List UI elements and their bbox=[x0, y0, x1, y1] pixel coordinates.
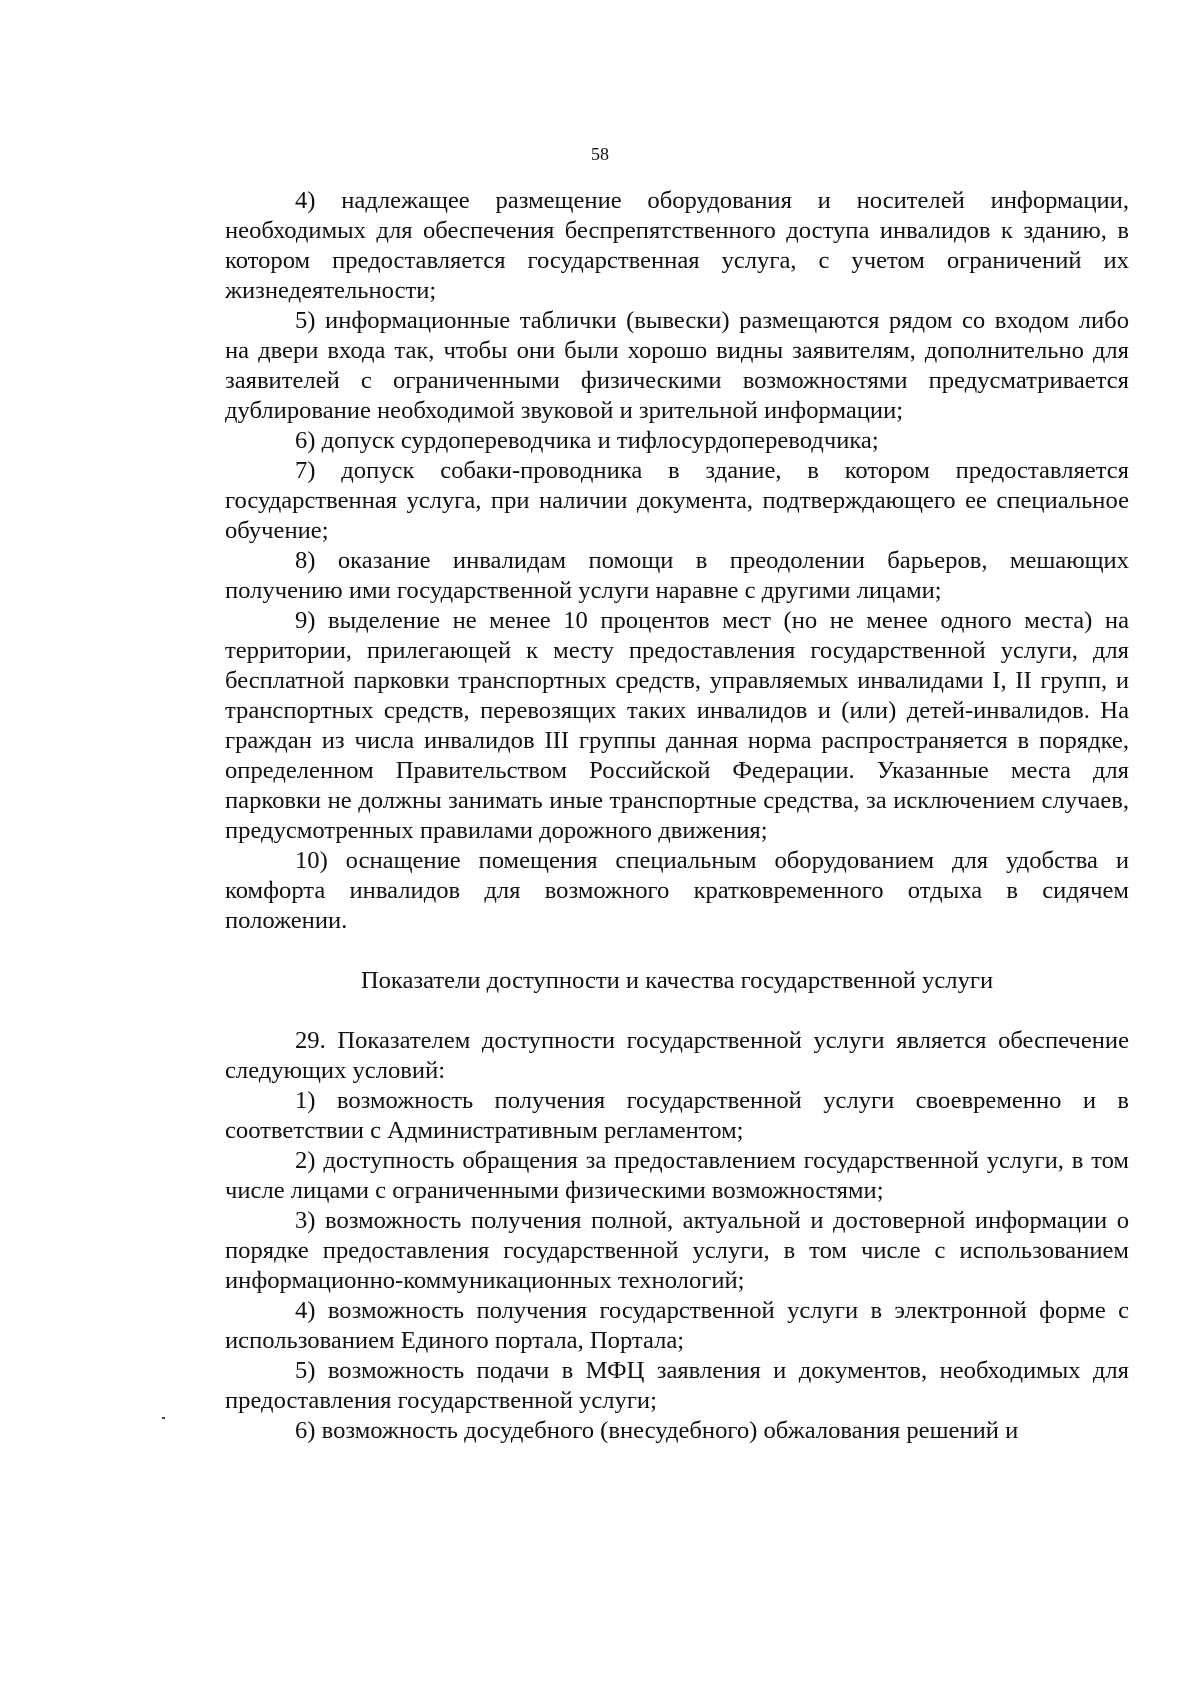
condition-item-2: 2) доступность обращения за предоставлением государственной услуги, в том числе лицами с ограниченными физическими возможностями; bbox=[225, 1147, 1129, 1204]
condition-item-4: 4) возможность получения государственной услуги в электронной форме с использованием Единого портала, Портала; bbox=[225, 1297, 1129, 1354]
condition-item-6: 6) возможность досудебного (внесудебного) обжалования решений и bbox=[295, 1417, 1019, 1444]
condition-item-5: 5) возможность подачи в МФЦ заявления и документов, необходимых для предоставления государственной услуги; bbox=[225, 1357, 1129, 1414]
list-item-9-parking: 9) выделение не менее 10 процентов мест (но не менее одного места) на территории, прилегающей к месту предоставления государственной услуги, для бесплатной парковки транспортных средств, управляемых инвалидами I, II групп, и транспортных средств, перевозящих таких инвалидов и (или) детей-инвалидов. На граждан из числа инвалидов III группы данная норма распространяется в порядке, определенном Правительством Российской Федерации. Указанные места для парковки не должны занимать иные транспортные средства, за исключением случаев, предусмотренных правилами дорожного движения; bbox=[225, 607, 1129, 844]
page-number: 58 bbox=[591, 144, 609, 164]
scan-speck bbox=[162, 1417, 165, 1419]
section-heading: Показатели доступности и качества государственной услуги bbox=[360, 967, 994, 994]
list-item-4-equipment: 4) надлежащее размещение оборудования и носителей информации, необходимых для обеспечения беспрепятственного доступа инвалидов к зданию, в котором предоставляется государственная услуга, с учетом ограничений их жизнедеятельности; bbox=[225, 187, 1129, 304]
list-item-5-signs: 5) информационные таблички (вывески) размещаются рядом со входом либо на двери входа так, чтобы они были хорошо видны заявителям, дополнительно для заявителей с ограниченными физическими возможностями предусматривается дублирование необходимой звуковой и зрительной информации; bbox=[225, 307, 1129, 424]
clause-29-intro: 29. Показателем доступности государственной услуги является обеспечение следующих условий: bbox=[225, 1027, 1129, 1084]
list-item-6-interpreters: 6) допуск сурдопереводчика и тифлосурдопереводчика; bbox=[295, 427, 879, 454]
list-item-7-guide-dog: 7) допуск собаки-проводника в здание, в котором предоставляется государственная услуга, при наличии документа, подтверждающего ее специальное обучение; bbox=[225, 457, 1129, 544]
condition-item-3: 3) возможность получения полной, актуальной и достоверной информации о порядке предоставления государственной услуги, в том числе с использованием информационно-коммуникационных технологий; bbox=[225, 1207, 1129, 1294]
list-item-8-assistance: 8) оказание инвалидам помощи в преодолении барьеров, мешающих получению ими государственной услуги наравне с другими лицами; bbox=[225, 547, 1129, 604]
list-item-10-rest-equipment: 10) оснащение помещения специальным оборудованием для удобства и комфорта инвалидов для возможного кратковременного отдыха в сидячем положении. bbox=[225, 847, 1129, 934]
condition-item-1: 1) возможность получения государственной услуги своевременно и в соответствии с Административным регламентом; bbox=[225, 1087, 1129, 1144]
document-body bbox=[225, 186, 1129, 1446]
